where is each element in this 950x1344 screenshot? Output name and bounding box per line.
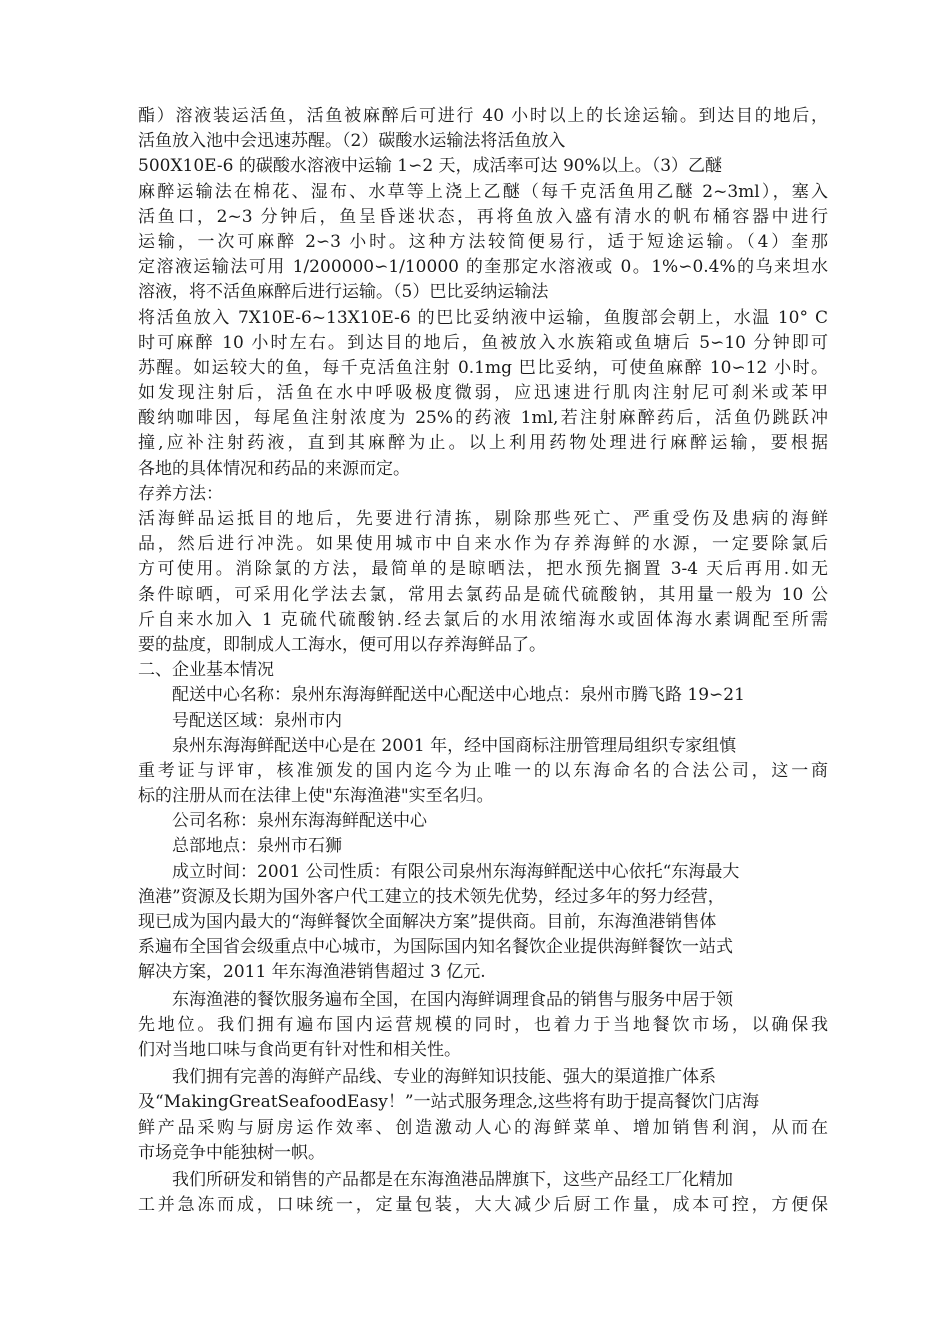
text-line: 泉州东海海鲜配送中心是在 2001 年，经中国商标注册管理局组织专家组慎 — [172, 735, 737, 756]
text-line: 总部地点：泉州市石狮 — [172, 836, 342, 857]
document-page — [138, 104, 828, 1218]
text-line: 成立时间：2001 公司性质：有限公司泉州东海海鲜配送中心依托“东海最大 — [172, 861, 740, 882]
text-line: 撞,应补注射药液，直到其麻醉为止。以上利用药物处理进行麻醉运输，要根据 — [138, 433, 828, 454]
text-line: 将活鱼放入 7X10E-6~13X10E-6 的巴比妥纳液中运输，鱼腹部会朝上，水温 10° C — [138, 307, 828, 328]
text-line: 先地位。我们拥有遍布国内运营规模的同时，也着力于当地餐饮市场，以确保我 — [138, 1014, 828, 1035]
text-line: 标的注册从而在法律上使"东海渔港"实至名归。 — [138, 786, 494, 807]
text-line: 们对当地口味与食尚更有针对性和相关性。 — [138, 1039, 461, 1060]
text-line: 东海渔港的餐饮服务遍布全国，在国内海鲜调理食品的销售与服务中居于领 — [172, 989, 733, 1010]
text-line: 条件晾晒，可采用化学法去氯，常用去氯药品是硫代硫酸钠，其用量一般为 10 公 — [138, 584, 828, 605]
section-heading: 存养方法： — [138, 483, 223, 504]
text-line: 斤自来水加入 1 克硫代硫酸钠.经去氯后的水用浓缩海水或固体海水素调配至所需 — [138, 609, 828, 630]
text-line: 方可使用。消除氯的方法，最简单的是晾晒法，把水预先搁置 3-4 天后再用.如无 — [138, 559, 828, 580]
text-line: 运输，一次可麻醉 2∽3 小时。这种方法较简便易行，适于短途运输。（4）奎那 — [138, 231, 828, 252]
text-line: 溶液，将不活鱼麻醉后进行运输。（5）巴比妥纳运输法 — [138, 282, 549, 303]
text-line: 活鱼口，2~3 分钟后，鱼呈昏迷状态，再将鱼放入盛有清水的帆布桶容器中进行 — [138, 206, 828, 227]
text-line: 工并急冻而成，口味统一，定量包装，大大减少后厨工作量，成本可控，方便保 — [138, 1195, 828, 1216]
text-line: 系遍布全国省会级重点中心城市，为国际国内知名餐饮企业提供海鲜餐饮一站式 — [138, 937, 733, 958]
text-line: 要的盐度，即制成人工海水，便可用以存养海鲜品了。 — [138, 634, 546, 655]
text-line: 渔港”资源及长期为国外客户代工建立的技术领先优势，经过多年的努力经营， — [138, 886, 725, 907]
text-line: 我们所研发和销售的产品都是在东海渔港品牌旗下，这些产品经工厂化精加 — [172, 1169, 733, 1190]
text-line: 定溶液运输法可用 1/200000∽1/10000 的奎那定水溶液或 0。1%∽0.4%的乌来坦水 — [138, 257, 828, 278]
text-line: 各地的具体情况和药品的来源而定。 — [138, 458, 410, 479]
text-line: 时可麻醉 10 小时左右。到达目的地后，鱼被放入水族箱或鱼塘后 5∽10 分钟即可 — [138, 332, 828, 353]
text-line: 号配送区域：泉州市内 — [172, 710, 342, 731]
text-line: 酸纳咖啡因，每尾鱼注射浓度为 25%的药液 1ml,若注射麻醉药后，活鱼仍跳跃冲 — [138, 408, 828, 429]
text-line: 苏醒。如运较大的鱼，每千克活鱼注射 0.1mg 巴比妥纳，可使鱼麻醉 10∽12 小时。 — [138, 357, 828, 378]
text-line: 解决方案，2011 年东海渔港销售超过 3 亿元. — [138, 962, 486, 983]
text-line: 酯）溶液装运活鱼，活鱼被麻醉后可进行 40 小时以上的长途运输。到达目的地后， — [138, 106, 828, 126]
text-line: 我们拥有完善的海鲜产品线、专业的海鲜知识技能、强大的渠道推广体系 — [172, 1067, 716, 1088]
text-line: 配送中心名称：泉州东海海鲜配送中心配送中心地点：泉州市腾飞路 19∽21 — [172, 685, 745, 706]
section-heading: 二、企业基本情况 — [138, 660, 274, 681]
text-line: 500X10E-6 的碳酸水溶液中运输 1∽2 天，成活率可达 90%以上。（3）乙醚 — [138, 156, 723, 177]
text-line: 现已成为国内最大的“海鲜餐饮全面解决方案”提供商。目前，东海渔港销售体 — [138, 912, 717, 932]
text-line: 鲜产品采购与厨房运作效率、创造激动人心的海鲜菜单、增加销售利润，从而在 — [138, 1117, 828, 1138]
text-line: 市场竞争中能独树一帜。 — [138, 1142, 325, 1163]
text-line: 活鱼放入池中会迅速苏醒。（2）碳酸水运输法将活鱼放入 — [138, 131, 566, 152]
text-line: 品，然后进行冲洗。如果使用城市中自来水作为存养海鲜的水源，一定要除氯后 — [138, 534, 828, 555]
text-line: 如发现注射后，活鱼在水中呼吸极度微弱，应迅速进行肌肉注射尼可刹米或苯甲 — [138, 383, 828, 404]
text-line: 活海鲜品运抵目的地后，先要进行清拣，剔除那些死亡、严重受伤及患病的海鲜 — [138, 509, 828, 529]
text-line: 麻醉运输法在棉花、湿布、水草等上浇上乙醚（每千克活鱼用乙醚 2~3ml），塞入 — [138, 181, 828, 202]
text-line: 及“MakingGreatSeafoodEasy！”一站式服务理念,这些将有助于提高餐饮门店海 — [138, 1092, 759, 1113]
text-line: 公司名称：泉州东海海鲜配送中心 — [172, 811, 427, 832]
text-line: 重考证与评审，核准颁发的国内迄今为止唯一的以东海命名的合法公司，这一商 — [138, 760, 828, 781]
